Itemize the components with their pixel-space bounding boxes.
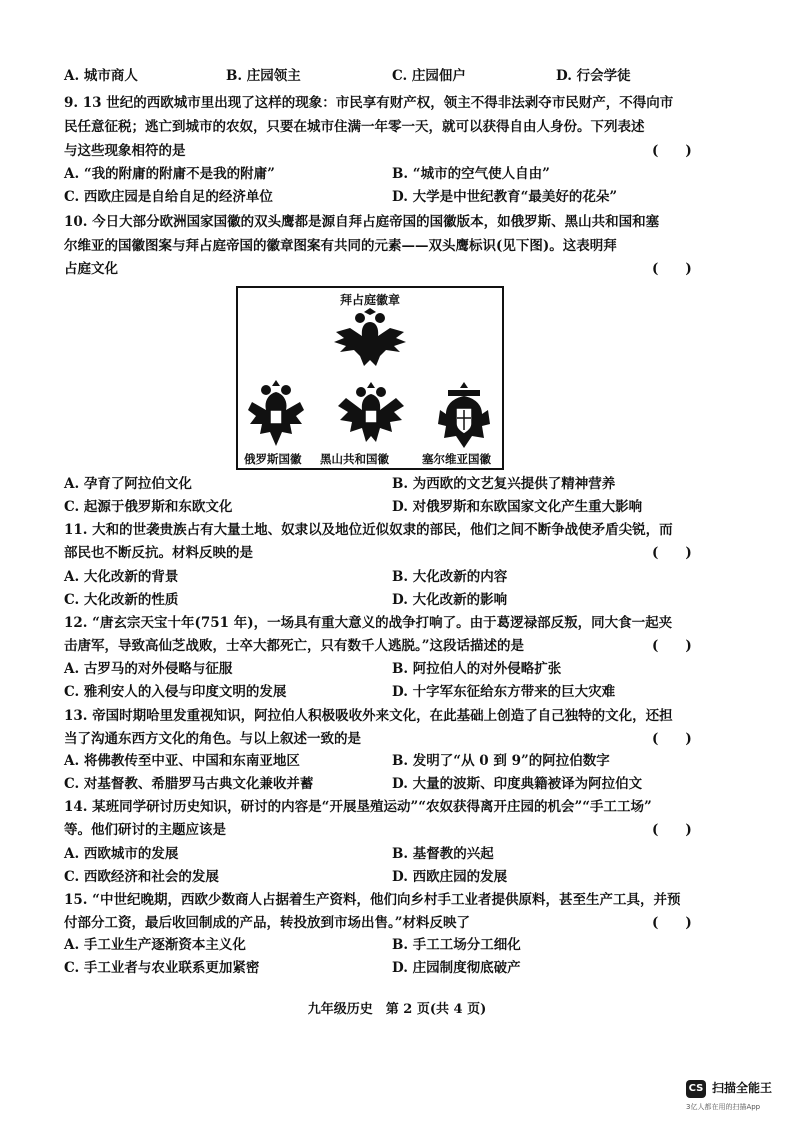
byzantine-eagle-icon xyxy=(330,308,410,370)
q12-option-b: B. 阿拉伯人的对外侵略扩张 xyxy=(392,661,562,677)
serbia-emblem-icon xyxy=(434,380,494,452)
figure-title: 拜占庭徽章 xyxy=(339,293,400,307)
q14-option-d: D. 西欧庄园的发展 xyxy=(392,869,508,885)
q9-answer-blank: ( ) xyxy=(652,143,692,159)
q9-option-d: D. 大学是中世纪教育“最美好的花朵” xyxy=(392,189,618,205)
q12-answer-blank: ( ) xyxy=(652,638,692,654)
q12-option-d: D. 十字军东征给东方带来的巨大灾难 xyxy=(392,684,616,700)
q13-stem-line2: 当了沟通东西方文化的角色。与以上叙述一致的是 xyxy=(64,731,361,747)
camscanner-name: 扫描全能王 xyxy=(712,1081,773,1095)
caption-montenegro: 黑山共和国徽 xyxy=(320,452,389,466)
q14-stem-line2: 等。他们研讨的主题应该是 xyxy=(64,822,226,838)
q9-stem-line3: 与这些现象相符的是 xyxy=(64,143,186,159)
q8-option-d: D. 行会学徒 xyxy=(556,68,631,84)
q15-stem-line2: 付部分工资，最后收回制成的产品，转投放到市场出售。”材料反映了 xyxy=(64,915,471,931)
q12-option-a: A. 古罗马的对外侵略与征服 xyxy=(64,661,233,677)
emblem-figure xyxy=(236,286,504,470)
q10-stem-line1: 10. 今日大部分欧洲国家国徽的双头鹰都是源自拜占庭帝国的国徽版本，如俄罗斯、黑山共和国和塞 xyxy=(64,214,660,230)
q10-option-a: A. 孕育了阿拉伯文化 xyxy=(64,476,192,492)
q13-answer-blank: ( ) xyxy=(652,731,692,747)
q11-option-b: B. 大化改新的内容 xyxy=(392,569,508,585)
q11-stem-line1: 11. 大和的世袭贵族占有大量土地、奴隶以及地位近似奴隶的部民，他们之间不断争战使矛盾尖锐，而 xyxy=(64,522,673,538)
q15-option-a: A. 手工业生产逐渐资本主义化 xyxy=(64,937,246,953)
q14-option-a: A. 西欧城市的发展 xyxy=(64,846,179,862)
q10-option-b: B. 为西欧的文艺复兴提供了精神营养 xyxy=(392,476,616,492)
q15-option-d: D. 庄园制度彻底破产 xyxy=(392,960,521,976)
q11-answer-blank: ( ) xyxy=(652,545,692,561)
q10-option-c: C. 起源于俄罗斯和东欧文化 xyxy=(64,499,233,515)
montenegro-emblem-icon xyxy=(336,380,406,450)
q13-option-c: C. 对基督教、希腊罗马古典文化兼收并蓄 xyxy=(64,776,314,792)
camscanner-tagline: 3亿人都在用的扫描App xyxy=(686,1103,761,1111)
q14-answer-blank: ( ) xyxy=(652,822,692,838)
q15-option-b: B. 手工工场分工细化 xyxy=(392,937,521,953)
q15-option-c: C. 手工业者与农业联系更加紧密 xyxy=(64,960,260,976)
q11-option-a: A. 大化改新的背景 xyxy=(64,569,179,585)
q12-stem-line1: 12. “唐玄宗天宝十年(751 年)，一场具有重大意义的战争打响了。由于葛逻禄部反叛，同大食一起夹 xyxy=(64,615,673,631)
caption-serbia: 塞尔维亚国徽 xyxy=(422,452,491,466)
russia-emblem-icon xyxy=(244,376,308,452)
q10-stem-line2: 尔维亚的国徽图案与拜占庭帝国的徽章图案有共同的元素——双头鹰标识(见下图)。这表明拜 xyxy=(64,238,617,254)
q15-stem-line1: 15. “中世纪晚期，西欧少数商人占据着生产资料，他们向乡村手工业者提供原料，甚至生产工具，并预 xyxy=(64,892,681,908)
q14-option-c: C. 西欧经济和社会的发展 xyxy=(64,869,219,885)
q9-option-a: A. “我的附庸的附庸不是我的附庸” xyxy=(64,166,275,182)
q13-option-b: B. 发明了“从 0 到 9”的阿拉伯数字 xyxy=(392,753,610,769)
q11-option-d: D. 大化改新的影响 xyxy=(392,592,508,608)
camscanner-logo-icon: CS xyxy=(686,1080,706,1098)
q9-option-b: B. “城市的空气使人自由” xyxy=(392,166,550,182)
q11-option-c: C. 大化改新的性质 xyxy=(64,592,179,608)
q11-stem-line2: 部民也不断反抗。材料反映的是 xyxy=(64,545,253,561)
q12-stem-line2: 击唐军，导致高仙芝战败，士卒大都死亡，只有数千人逃脱。”这段话描述的是 xyxy=(64,638,525,654)
q10-stem-line3: 占庭文化 xyxy=(64,261,118,277)
q14-option-b: B. 基督教的兴起 xyxy=(392,846,494,862)
q15-answer-blank: ( ) xyxy=(652,915,692,931)
q10-option-d: D. 对俄罗斯和东欧国家文化产生重大影响 xyxy=(392,499,643,515)
q14-stem-line1: 14. 某班同学研讨历史知识，研讨的内容是“开展垦殖运动”“农奴获得离开庄园的机会”“手工工场” xyxy=(64,799,652,815)
q9-stem-line2: 民任意征税；逃亡到城市的农奴，只要在城市住满一年零一天，就可以获得自由人身份。下列表述 xyxy=(64,119,645,135)
q8-option-b: B. 庄园领主 xyxy=(226,68,301,84)
q9-stem-line1: 9. 13 世纪的西欧城市里出现了这样的现象：市民享有财产权，领主不得非法剥夺市民财产，不得向市 xyxy=(64,95,674,111)
q13-option-a: A. 将佛教传至中亚、中国和东南亚地区 xyxy=(64,753,300,769)
q13-option-d: D. 大量的波斯、印度典籍被译为阿拉伯文 xyxy=(392,776,643,792)
q8-option-a: A. 城市商人 xyxy=(64,68,138,84)
q13-stem-line1: 13. 帝国时期哈里发重视知识，阿拉伯人积极吸收外来文化，在此基础上创造了自己独特的文化，还担 xyxy=(64,708,673,724)
q10-answer-blank: ( ) xyxy=(652,261,692,277)
q8-option-c: C. 庄园佃户 xyxy=(392,68,466,84)
q12-option-c: C. 雅利安人的入侵与印度文明的发展 xyxy=(64,684,287,700)
q9-option-c: C. 西欧庄园是自给自足的经济单位 xyxy=(64,189,273,205)
page-footer: 九年级历史 第 2 页(共 4 页) xyxy=(307,1002,487,1017)
caption-russia: 俄罗斯国徽 xyxy=(244,452,302,466)
